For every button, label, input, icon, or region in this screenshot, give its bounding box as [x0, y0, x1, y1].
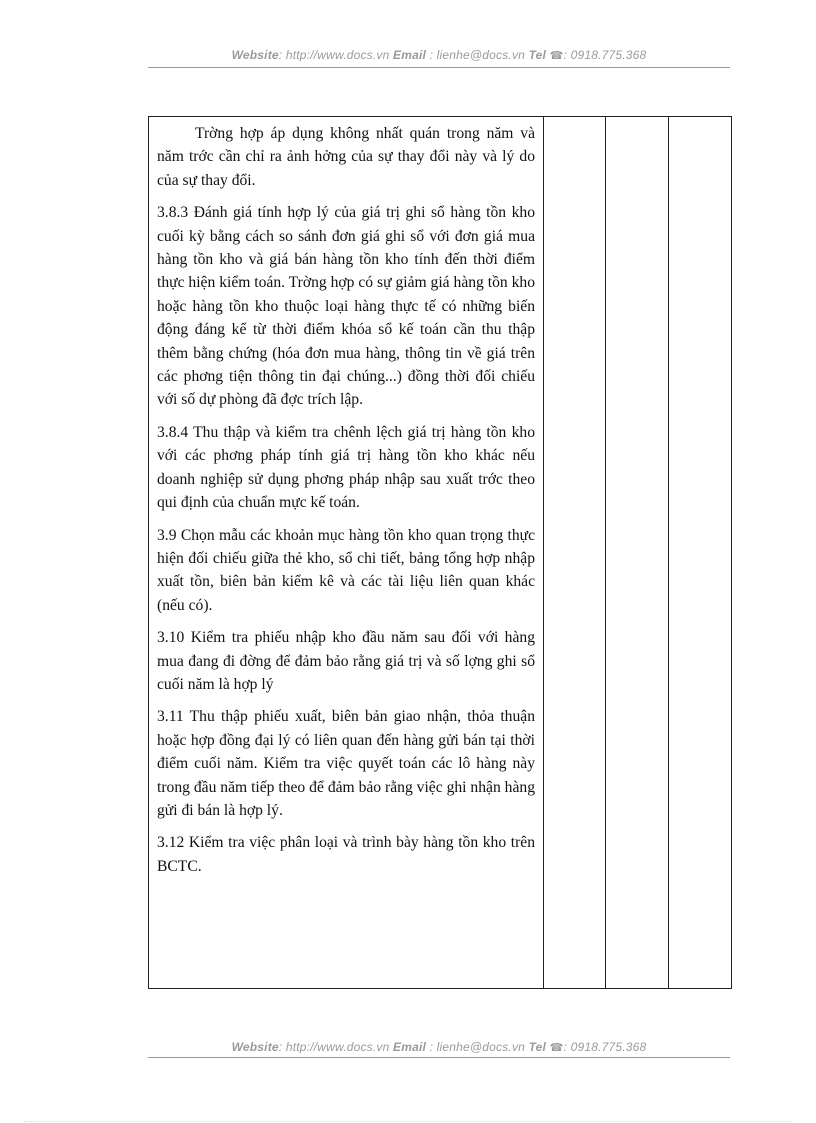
footer-tel-value: : 0918.775.368 — [563, 1040, 647, 1054]
footer-tel-label: Tel — [528, 1040, 547, 1054]
empty-cell-col2 — [544, 117, 606, 989]
page-bottom-divider — [24, 1121, 792, 1122]
paragraph-3-12: 3.12 Kiểm tra việc phân loại và trình bày hàng tồn kho trên BCTC. — [157, 834, 535, 875]
paragraph-3-11: 3.11 Thu thập phiếu xuất, biên bản giao nhận, thỏa thuận hoặc hợp đồng đại lý có liên quan đến hàng gửi bán tại thời điểm cuối năm. Kiểm tra việc quyết toán các lô hàng này trong đầu năm tiếp theo để đảm bảo rằng việc ghi nhận hàng gửi đi bán là hợp lý. — [157, 708, 535, 819]
page-header — [148, 48, 730, 62]
footer-website-value[interactable]: : http://www.docs.vn — [278, 1040, 390, 1054]
procedure-cell — [149, 117, 544, 989]
paragraph-3-8-3: 3.8.3 Đánh giá tính hợp lý của giá trị ghi sổ hàng tồn kho cuối kỳ bằng cách so sánh đơn giá ghi sổ với đơn giá mua hàng tồn kho và giá bán hàng tồn kho tính đến thời điểm thực hiện kiểm toán. Trờng hợp có sự giảm giá hàng tồn kho hoặc hàng tồn kho thuộc loại hàng thực tế có những biến động đáng kể từ thời điểm khóa sổ kế toán cần thu thập thêm bằng chứng (hóa đơn mua hàng, thông tin về giá trên các phơng tiện thông tin đại chúng...) đồng thời đối chiếu với số dự phòng đã đợc trích lập. — [157, 204, 535, 409]
paragraph-3-8-4: 3.8.4 Thu thập và kiểm tra chênh lệch giá trị hàng tồn kho với các phơng pháp tính giá trị hàng tồn kho khác nếu doanh nghiệp sử dụng phơng pháp nhập sau xuất trớc theo qui định của chuẩn mực kế toán. — [157, 423, 535, 512]
header-email-value[interactable]: : lienhe@docs.vn — [429, 48, 526, 62]
header-rule — [148, 67, 730, 68]
phone-icon: ☎ — [549, 1042, 564, 1054]
page-footer — [148, 1040, 730, 1054]
header-tel-label: Tel — [528, 48, 547, 62]
footer-website-label: Website — [231, 1040, 279, 1054]
footer-rule — [148, 1057, 730, 1058]
footer-email-value[interactable]: : lienhe@docs.vn — [429, 1040, 526, 1054]
header-tel-value: : 0918.775.368 — [563, 48, 647, 62]
paragraph-3-10: 3.10 Kiểm tra phiếu nhập kho đầu năm sau đối với hàng mua đang đi đờng để đảm bảo rằng giá trị và số lợng ghi sổ cuối năm là hợp lý — [157, 629, 535, 693]
empty-cell-col4 — [669, 117, 732, 989]
empty-cell-col3 — [606, 117, 669, 989]
audit-procedure-table — [148, 116, 732, 989]
header-email-label: Email — [393, 48, 427, 62]
table-row — [149, 117, 732, 989]
header-website-label: Website — [231, 48, 279, 62]
phone-icon: ☎ — [549, 50, 564, 62]
header-website-value[interactable]: : http://www.docs.vn — [278, 48, 390, 62]
paragraph-inconsistent-application: Trờng hợp áp dụng không nhất quán trong năm và năm trớc cần chỉ ra ảnh hởng của sự thay đổi này và lý do của sự thay đổi. — [157, 125, 535, 189]
footer-email-label: Email — [393, 1040, 427, 1054]
paragraph-3-9: 3.9 Chọn mẫu các khoản mục hàng tồn kho quan trọng thực hiện đối chiếu giữa thẻ kho, sổ chi tiết, bảng tổng hợp nhập xuất tồn, biên bản kiểm kê và các tài liệu liên quan khác (nếu có). — [157, 526, 535, 614]
